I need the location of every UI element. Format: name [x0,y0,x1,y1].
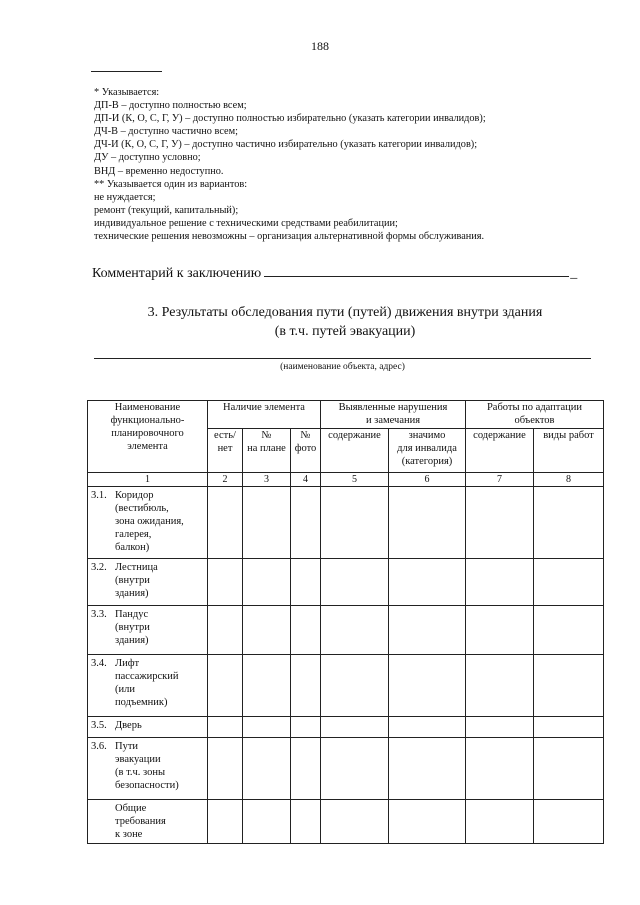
header-line: Наименование [114,402,181,413]
header-works-types: виды работ [534,429,604,473]
header-exists [208,429,243,473]
survey-table [87,400,604,844]
table-row [88,800,604,844]
cell-photo-no[interactable] [291,487,321,559]
row-number: 3.5. [91,720,107,731]
cell-works-types[interactable] [534,800,604,844]
header-plan-no [243,429,291,473]
table-row [88,487,604,559]
header-violations [321,401,466,429]
row-element-name [88,800,208,844]
column-number: 8 [534,473,604,487]
column-number: 2 [208,473,243,487]
cell-plan-no[interactable] [243,738,291,800]
cell-content[interactable] [321,800,389,844]
header-presence: Наличие элемента [208,401,321,429]
header-line: планировочного [111,428,184,439]
header-line: объектов [514,415,555,426]
cell-plan-no[interactable] [243,717,291,738]
cell-exists[interactable] [208,606,243,655]
header-line: № [261,430,272,441]
cell-exists[interactable] [208,738,243,800]
cell-photo-no[interactable] [291,655,321,717]
table-row [88,559,604,606]
row-element-name [88,717,208,738]
row-element-name [88,487,208,559]
row-label-line: Коридор [115,490,154,501]
row-label-line: (внутри [115,622,150,633]
cell-works-content[interactable] [466,655,534,717]
section-title-line1: 3. Результаты обследования пути (путей) движения внутри здания [147,305,543,320]
row-number: 3.3. [91,609,107,620]
object-caption: (наименование объекта, адрес) [280,362,405,372]
row-number: 3.1. [91,490,107,501]
cell-works-content[interactable] [466,559,534,606]
page-number: 188 [311,39,329,53]
row-label-line: (в т.ч. зоны [115,767,166,778]
cell-content[interactable] [321,487,389,559]
row-label-line: требования [115,816,166,827]
footnote-separator [91,71,162,72]
footnote-line: ВНД – временно недоступно. [94,165,224,177]
header-significant [389,429,466,473]
header-line: для инвалида [397,443,457,454]
row-element-name [88,738,208,800]
footnote-line: ремонт (текущий, капитальный); [94,204,239,216]
cell-plan-no[interactable] [243,655,291,717]
row-label-line: зона ожидания, [115,516,184,527]
row-label-line: Лестница [115,562,158,573]
comment-label: Комментарий к заключению [92,266,262,281]
cell-significant[interactable] [389,717,466,738]
cell-exists[interactable] [208,717,243,738]
footnote-line: не нуждается; [94,191,156,203]
cell-plan-no[interactable] [243,606,291,655]
cell-works-content[interactable] [466,717,534,738]
header-line: есть/ [214,430,236,441]
row-label-line: Лифт [115,658,140,669]
header-line: функционально- [110,415,185,426]
column-number: 7 [466,473,534,487]
footnote-line: ДУ – доступно условно; [94,152,201,164]
cell-works-content[interactable] [466,738,534,800]
row-label-line: здания) [115,588,149,599]
header-line: значимо [408,430,446,441]
cell-works-content[interactable] [466,487,534,559]
cell-significant[interactable] [389,738,466,800]
footnote-line: ДП-В – доступно полностью всем; [94,100,247,112]
footnote-line: индивидуальное решение с техническими средствами реабилитации; [94,217,398,229]
cell-significant[interactable] [389,655,466,717]
cell-significant[interactable] [389,487,466,559]
row-label-line: галерея, [115,529,152,540]
header-works [466,401,604,429]
cell-works-types[interactable] [534,655,604,717]
column-number: 3 [243,473,291,487]
row-number: 3.6. [91,741,107,752]
cell-exists[interactable] [208,487,243,559]
cell-works-types[interactable] [534,738,604,800]
cell-works-content[interactable] [466,606,534,655]
cell-photo-no[interactable] [291,717,321,738]
column-number: 4 [291,473,321,487]
row-label-line: подъемник) [115,697,168,708]
header-line: фото [294,443,317,454]
section-title-line2: (в т.ч. путей эвакуации) [274,324,416,339]
cell-photo-no[interactable] [291,738,321,800]
cell-works-types[interactable] [534,717,604,738]
row-element-name [88,606,208,655]
object-name-line[interactable] [94,358,591,359]
footnote-line: технические решения невозможны – организация альтернативной формы обслуживания. [94,231,485,243]
cell-content[interactable] [321,738,389,800]
row-label-line: (вестибюль, [115,503,169,514]
row-label-line: (внутри [115,575,150,586]
header-content: содержание [321,429,389,473]
row-label-line: эвакуации [115,754,161,765]
footnote-line: ДЧ-В – доступно частично всем; [94,126,238,138]
row-label-line: пассажирский [115,671,179,682]
header-line: на плане [247,443,286,454]
footnote-line: ** Указывается один из вариантов: [94,178,248,190]
cell-plan-no[interactable] [243,559,291,606]
cell-photo-no[interactable] [291,800,321,844]
row-label-line: Общие [115,803,147,814]
cell-significant[interactable] [389,800,466,844]
header-element-name [88,401,208,473]
cell-content[interactable] [321,559,389,606]
cell-exists[interactable] [208,559,243,606]
row-label-line: (или [115,684,135,695]
header-photo-no [291,429,321,473]
cell-exists[interactable] [208,655,243,717]
column-number: 1 [88,473,208,487]
header-line: и замечания [365,415,421,426]
cell-photo-no[interactable] [291,559,321,606]
row-label-line: к зоне [115,829,143,840]
header-line: Работы по адаптации [486,402,583,413]
cell-content[interactable] [321,717,389,738]
table-row [88,738,604,800]
cell-significant[interactable] [389,606,466,655]
row-label-line: здания) [115,635,149,646]
row-label-line: Пути [115,741,139,752]
header-line: (категория) [401,456,453,467]
column-number: 6 [389,473,466,487]
cell-plan-no[interactable] [243,800,291,844]
row-label-line: Пандус [115,609,149,620]
cell-works-types[interactable] [534,606,604,655]
table-row [88,606,604,655]
header-works-content: содержание [466,429,534,473]
table-row [88,655,604,717]
header-line: нет [217,443,233,454]
footnote-line: ДЧ-И (К, О, С, Г, У) – доступно частично избирательно (указать категории инвалидов); [94,139,478,151]
section-title [90,303,600,341]
cell-works-types[interactable] [534,487,604,559]
table-row [88,717,604,738]
footnotes [94,86,614,243]
row-number: 3.2. [91,562,107,573]
footnote-line: * Указывается: [94,87,160,98]
comment-field [92,264,592,282]
cell-exists[interactable] [208,800,243,844]
header-line: № [300,430,311,441]
footnote-line: ДП-И (К, О, С, Г, У) – доступно полностью избирательно (указать категории инвалидов); [94,113,486,125]
row-label-line: безопасности) [115,780,179,791]
header-line: Выявленные нарушения [338,402,448,413]
column-number: 5 [321,473,389,487]
cell-photo-no[interactable] [291,606,321,655]
comment-input-line[interactable] [264,264,569,277]
row-number: 3.4. [91,658,107,669]
comment-tail: _ [570,266,578,281]
cell-content[interactable] [321,606,389,655]
row-label-line: Дверь [115,720,142,731]
header-line: элемента [127,441,168,452]
cell-works-types[interactable] [534,559,604,606]
cell-plan-no[interactable] [243,487,291,559]
cell-content[interactable] [321,655,389,717]
cell-significant[interactable] [389,559,466,606]
row-element-name [88,655,208,717]
row-element-name [88,559,208,606]
row-label-line: балкон) [115,542,150,553]
cell-works-content[interactable] [466,800,534,844]
